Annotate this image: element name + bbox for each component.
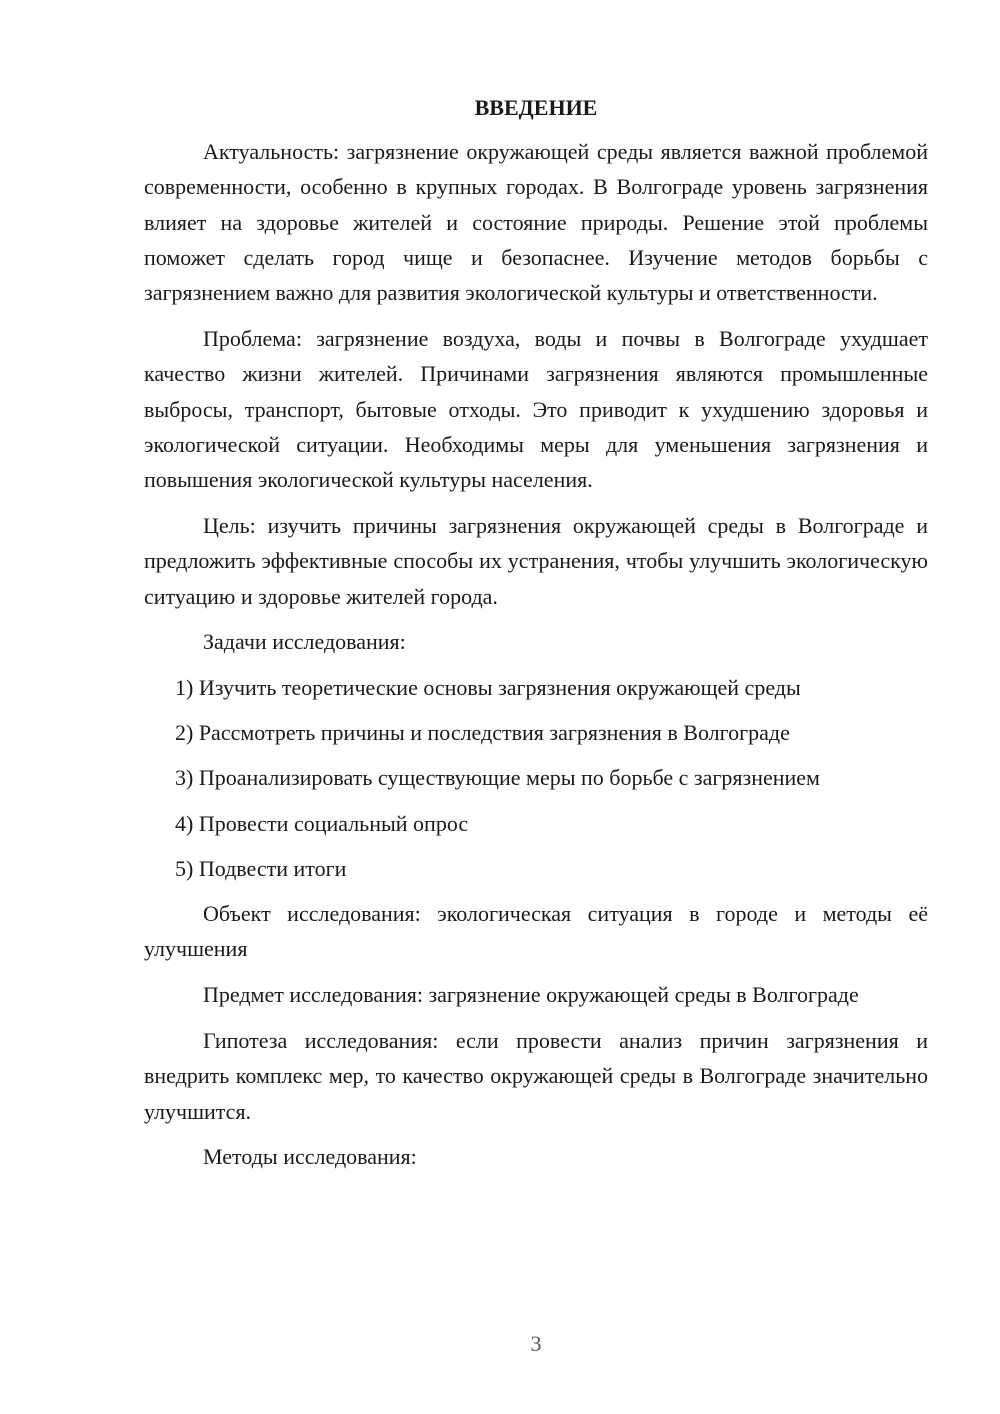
list-item: 1) Изучить теоретические основы загрязнения окружающей среды [175, 674, 801, 700]
list-item: 3) Проанализировать существующие меры по борьбе с загрязнением [175, 765, 820, 791]
page-title: ВВЕДЕНИЕ [474, 95, 598, 120]
page-number: 3 [530, 1331, 542, 1356]
tasks-list [144, 670, 928, 886]
list-item: 2) Рассмотреть причины и последствия загрязнения в Волгограде [175, 719, 790, 745]
paragraph-hypothesis: Гипотеза исследования: если провести анализ причин загрязнения и внедрить комплекс мер, то качество окружающей среды в Волгограде значительно улучшится. [144, 1028, 928, 1124]
paragraph-object: Объект исследования: экологическая ситуация в городе и методы её улучшения [144, 901, 928, 962]
methods-heading: Методы исследования: [203, 1144, 417, 1170]
list-item: 4) Провести социальный опрос [175, 810, 469, 836]
paragraph-subject: Предмет исследования: загрязнение окружающей среды в Волгограде [203, 982, 859, 1008]
list-item: 5) Подвести итоги [175, 855, 347, 881]
paragraph-goal: Цель: изучить причины загрязнения окружающей среды в Волгограде и предложить эффективные способы их устранения, чтобы улучшить экологическую ситуацию и здоровье жителей города. [144, 512, 928, 609]
paragraph-relevance: Актуальность: загрязнение окружающей среды является важной проблемой современности, особенно в крупных городах. В Волгограде уровень загрязнения влияет на здоровье жителей и состояние природы. Решение этой проблемы поможет сделать город чище и безопаснее. Изучение методов борьбы с загрязнением важно для развития экологической культуры и ответственности. [144, 139, 928, 306]
tasks-heading: Задачи исследования: [203, 629, 406, 655]
paragraph-problem: Проблема: загрязнение воздуха, воды и почвы в Волгограде ухудшает качество жизни жителей. Причинами загрязнения являются промышленные выбросы, транспорт, бытовые отходы. Это приводит к ухудшению здоровья и экологической ситуации. Необходимы меры для уменьшения загрязнения и повышения экологической культуры населения. [144, 325, 928, 493]
document-page [144, 92, 928, 1185]
